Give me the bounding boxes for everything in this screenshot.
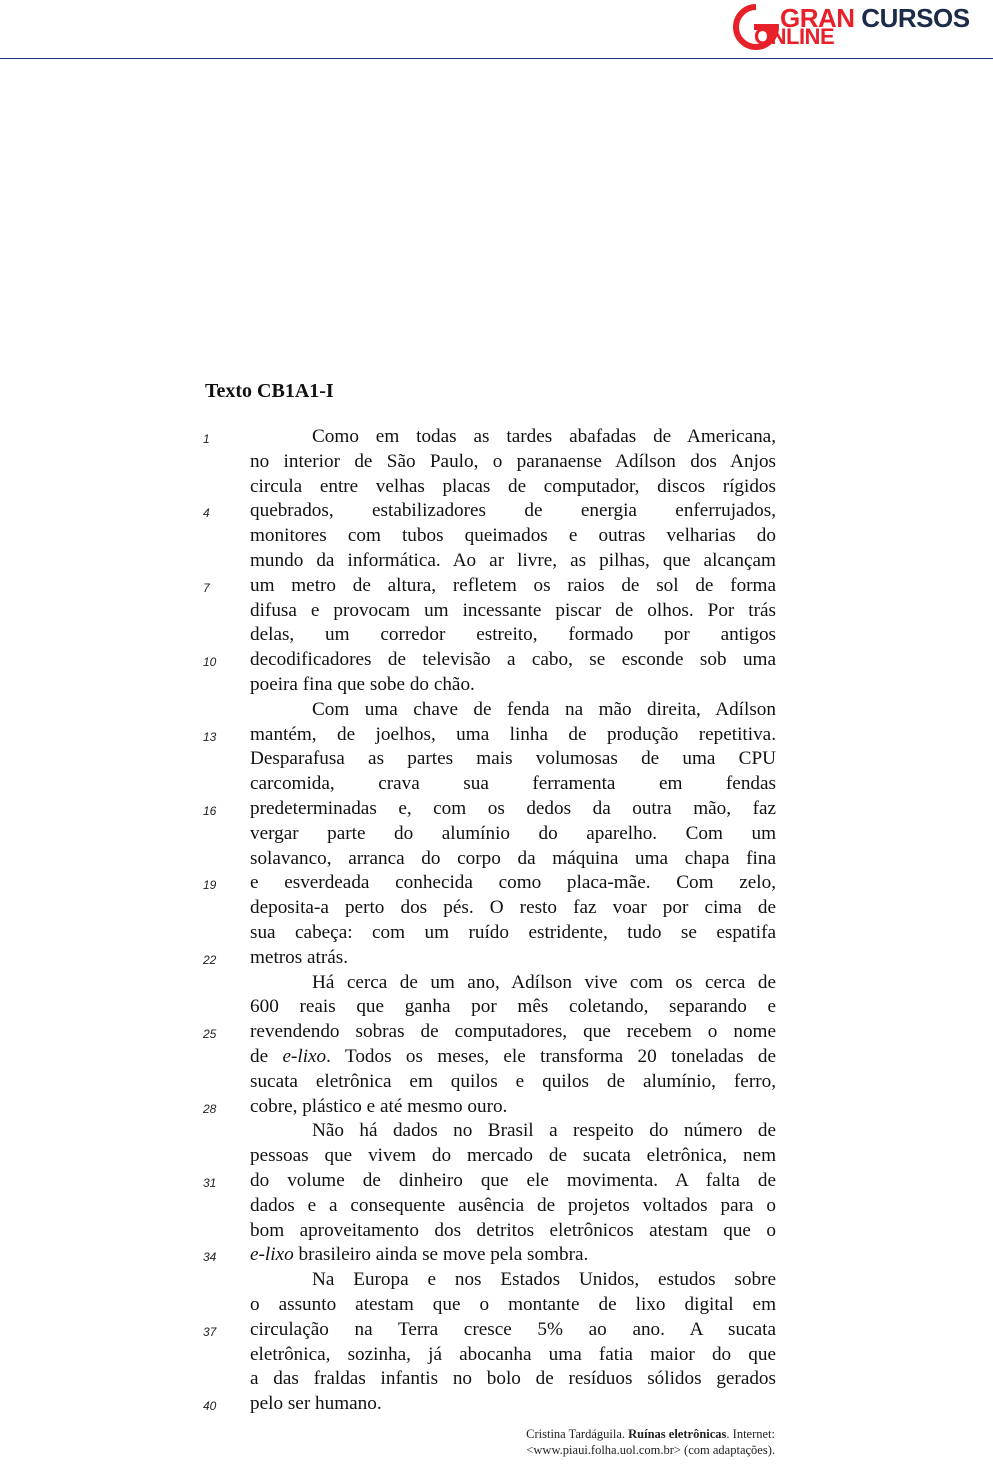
text-line [0,921,993,946]
line-number: 7 [203,580,210,595]
text-line [0,1392,993,1417]
line-text: cobre, plástico e até mesmo ouro. [250,1095,508,1117]
text-line [0,995,993,1020]
text-line [0,1343,993,1368]
line-text: dados e a consequente ausência de projetos voltados para o [250,1194,776,1216]
text-title: Texto CB1A1-I [205,380,334,402]
gran-cursos-logo[interactable] [732,3,984,51]
text-line [0,549,993,574]
text-line [0,1367,993,1392]
line-text: monitores com tubos queimados e outras velharias do [250,525,776,547]
text-line [0,772,993,797]
text-line [0,623,993,648]
line-text: de e-lixo. Todos os meses, ele transforma 20 toneladas de [250,1046,776,1067]
text-line [0,1119,993,1144]
line-text: deposita-a perto dos pés. O resto faz voar por cima de [250,897,776,919]
line-number: 4 [203,506,210,521]
text-line [0,1268,993,1293]
text-line [0,1194,993,1219]
line-number: 10 [203,655,217,670]
line-text: delas, um corredor estreito, formado por antigos [250,624,776,646]
line-text: decodificadores de televisão a cabo, se esconde sob uma [250,649,776,671]
text-line [0,1095,993,1120]
text-line [0,1293,993,1318]
text-line [0,524,993,549]
text-line [0,475,993,500]
line-text: circula entre velhas placas de computador, discos rígidos [250,475,776,497]
line-number: 28 [203,1101,217,1116]
page-header [0,0,993,60]
text-line [0,1020,993,1045]
line-text: Na Europa e nos Estados Unidos, estudos sobre [312,1269,776,1291]
text-line [0,946,993,971]
line-number: 31 [203,1176,217,1190]
line-number: 34 [203,1250,217,1265]
text-line [0,648,993,673]
source-line-1: Cristina Tardáguila. Ruínas eletrônicas. Internet: [526,1427,775,1441]
line-text: Não há dados no Brasil a respeito do número de [312,1120,776,1142]
text-line [0,1318,993,1343]
line-text: e-lixo brasileiro ainda se move pela sombra. [250,1244,589,1266]
line-text: Com uma chave de fenda na mão direita, Adílson [312,698,776,720]
text-line [0,797,993,822]
text-line [0,1243,993,1268]
line-text: poeira fina que sobe do chão. [250,674,475,695]
line-text: o assunto atestam que o montante de lixo digital em [250,1294,776,1315]
line-number: 22 [203,952,217,967]
line-text: Há cerca de um ano, Adílson vive com os cerca de [312,971,776,993]
line-number: 13 [203,729,217,744]
text-line [0,1219,993,1244]
text-line [0,971,993,996]
text-line [0,499,993,524]
line-text: mantém, de joelhos, uma linha de produção repetitiva. [250,723,776,745]
source-line-2: <www.piaui.folha.uol.com.br> (com adaptações). [526,1443,775,1457]
text-line [0,1169,993,1194]
text-line [0,698,993,723]
line-text: Desparafusa as partes mais volumosas de uma CPU [250,748,776,770]
line-text: carcomida, crava sua ferramenta em fendas [250,773,776,795]
line-text: quebrados, estabilizadores de energia enferrujados, [250,500,776,522]
logo-wordmark-top: GRAN CURSOS [780,3,970,33]
line-text: a das fraldas infantis no bolo de resíduos sólidos gerados [250,1368,776,1390]
header-divider [0,58,993,59]
text-line [0,723,993,748]
line-text: revendendo sobras de computadores, que recebem o nome [250,1021,776,1043]
line-text: 600 reais que ganha por mês coletando, separando e [250,996,776,1018]
line-text: sucata eletrônica em quilos e quilos de alumínio, ferro, [250,1070,776,1092]
text-line [0,847,993,872]
line-text: e esverdeada conhecida como placa-mãe. Com zelo, [250,872,776,894]
text-line [0,599,993,624]
text-line [0,871,993,896]
text-line [0,574,993,599]
line-text: do volume de dinheiro que ele movimenta. A falta de [250,1170,776,1191]
line-number: 37 [203,1324,217,1339]
text-line [0,425,993,450]
text-line [0,1045,993,1070]
line-number: 16 [203,804,217,818]
line-text: um metro de altura, refletem os raios de sol de forma [250,574,776,596]
text-line [0,673,993,698]
line-text: no interior de São Paulo, o paranaense Adílson dos Anjos [250,450,776,472]
text-line [0,1070,993,1095]
line-text: sua cabeça: com um ruído estridente, tudo se espatifa [250,922,776,943]
line-text: circulação na Terra cresce 5% ao ano. A sucata [250,1318,776,1340]
line-text: vergar parte do alumínio do aparelho. Com um [250,822,776,844]
line-text: pelo ser humano. [250,1393,382,1415]
line-number: 1 [203,432,210,446]
line-text: mundo da informática. Ao ar livre, as pilhas, que alcançam [250,550,776,571]
text-line [0,1144,993,1169]
text-line [0,747,993,772]
line-text: solavanco, arranca do corpo da máquina uma chapa fina [250,847,776,869]
text-line [0,450,993,475]
line-text: eletrônica, sozinha, já abocanha uma fatia maior do que [250,1343,776,1365]
line-text: pessoas que vivem do mercado de sucata eletrônica, nem [250,1145,776,1167]
source-citation [526,1426,775,1458]
line-text: Como em todas as tardes abafadas de Americana, [312,426,776,447]
line-text: bom aproveitamento dos detritos eletrônicos atestam que o [250,1219,776,1241]
line-number: 19 [203,878,217,893]
text-line [0,822,993,847]
text-line [0,896,993,921]
line-text: difusa e provocam um incessante piscar de olhos. Por trás [250,599,776,621]
line-number: 25 [203,1027,217,1042]
logo-wordmark-bottom: ONLINE [754,24,835,49]
line-number: 40 [203,1399,217,1414]
line-text: metros atrás. [250,946,349,968]
line-text: predeterminadas e, com os dedos da outra mão, faz [250,798,776,819]
